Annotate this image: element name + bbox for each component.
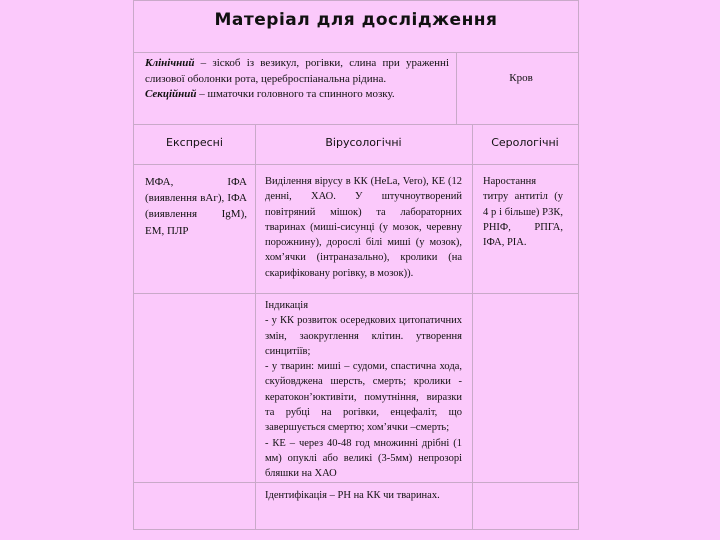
specimen-description: [145, 56, 449, 103]
sectional-label: Секційний: [145, 88, 197, 100]
indication-line: - у тварин: миші – судоми, спастична хода, скуйовджена шерсть, смерть; кролики - кератокон’юктивіти, помутніння, виразки та рубці на рогівки, енцефаліт, що завершується смертю; хом’ячки –смерть;: [265, 361, 462, 434]
row-divider: [134, 482, 578, 483]
header-serological: Серологічні: [491, 136, 559, 149]
col-divider: [472, 124, 473, 529]
col-divider: [456, 52, 457, 124]
express-methods: МФА, ІФА (виявлення вАг), ІФА (виявлення IgM), ЕМ, ПЛР: [145, 176, 247, 237]
indication-block: [265, 298, 462, 482]
virological-methods: Виділення вірусу в КК (HeLa, Vero), КЕ (12 денні, ХАО. У штучноутворений повітряний мішок) та лабораторних тваринах (миші-сисунці (у мозок, черевну порожнину), дорослі білі миші (у мозок), хом’ячки (інтраназально), кролики (на скарифіковану рогівку, в мозок)).: [265, 176, 462, 279]
clinical-text: – зіскоб із везикул, рогівки, слина при ураженні слизової оболонки рота, цереброспіанальна рідина.: [145, 57, 449, 85]
header-virological: Вірусологічні: [325, 136, 402, 149]
serological-methods: Наростання титру антитіл (у 4 р і більше) РЗК, РНІФ, РПГА, ІФА, РІА.: [483, 176, 563, 249]
row-divider: [134, 52, 578, 53]
indication-line: - у КК розвиток осередкових цитопатичних змін, заокруглення клітин. утворення синцитіїв;: [265, 315, 462, 357]
header-express: Експресні: [166, 136, 223, 149]
row-divider: [134, 293, 578, 294]
indication-heading: Індикація: [265, 300, 309, 311]
material-table: [133, 0, 579, 530]
table-border-top: [134, 0, 578, 1]
sectional-text: – шматочки головного та спинного мозку.: [196, 88, 395, 100]
clinical-label: Клінічний: [145, 57, 195, 69]
row-divider: [134, 164, 578, 165]
row-divider: [134, 124, 578, 125]
page-title: Матеріал для дослідження: [214, 10, 498, 30]
blood-cell: Кров: [509, 72, 533, 84]
indication-line: - КЕ – через 40-48 год множинні дрібні (1 мм) опуклі або великі (3-5мм) непрозорі бляшки на ХАО: [265, 437, 462, 480]
identification-text: Ідентифікація – РН на КК чи тваринах.: [265, 490, 440, 501]
col-divider: [255, 124, 256, 529]
